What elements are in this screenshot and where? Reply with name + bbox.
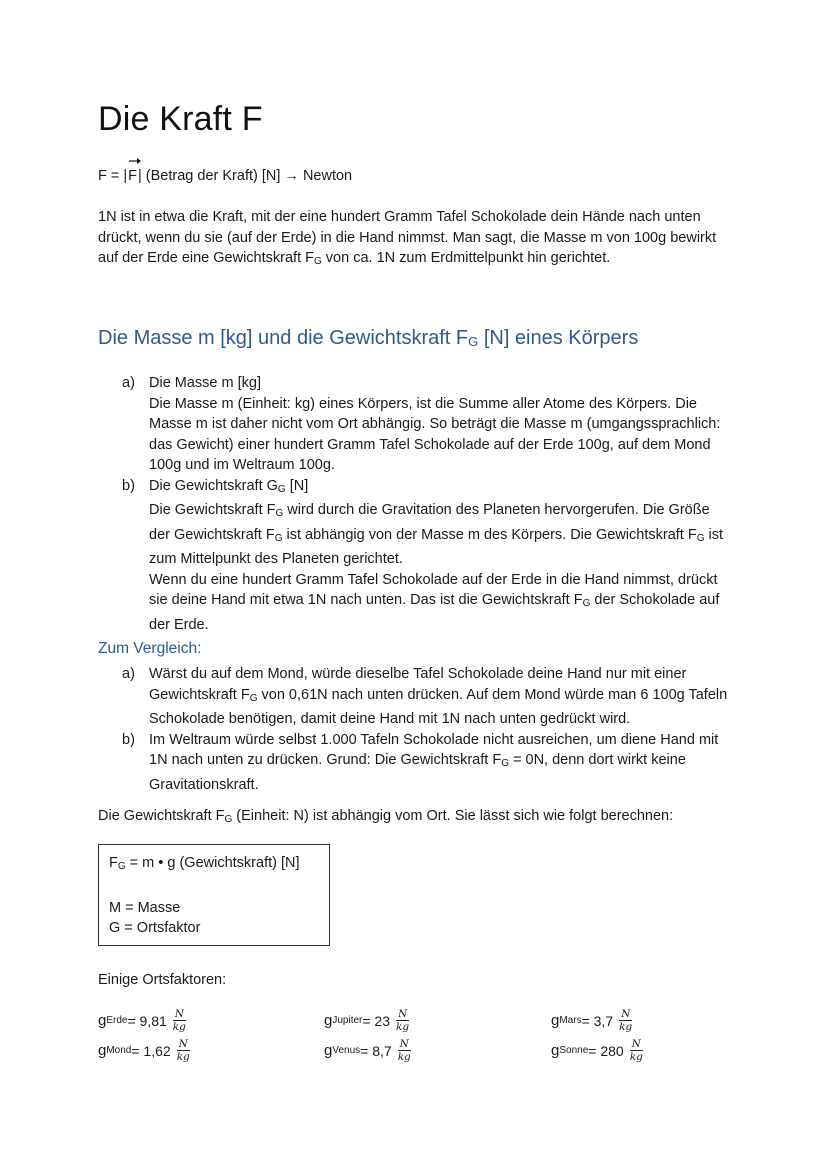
formula-box — [98, 844, 330, 946]
vector-arrow-icon — [129, 158, 141, 164]
text-subscript: G — [582, 598, 591, 609]
text-subscript: G — [249, 692, 258, 704]
title-part: [N] — [285, 477, 309, 494]
list-label: a) — [122, 666, 135, 682]
formula-part: F — [109, 855, 118, 871]
list-item-text — [149, 500, 729, 570]
unit-denominator: kg — [172, 1021, 186, 1033]
text-subscript: G — [501, 758, 509, 769]
text-part: Wenn du eine hundert Gramm Tafel Schokolade auf der Erde in die Hand nimmst, drückt sie deine Hand mit etwa 1N nach unten. Das ist die Gewichtskraft F — [149, 571, 718, 608]
formula-line — [109, 853, 319, 878]
dependency-sentence — [98, 806, 673, 831]
compare-heading: Zum Vergleich: — [98, 640, 202, 657]
ortsfaktor-value: = 23 — [362, 1012, 390, 1029]
text-part: Wärst du auf dem Mond, würde dieselbe Tafel Schokolade deine Hand nur mit einer Gewichtskraft F — [149, 666, 687, 703]
ortsfaktor-item: g Sonne = 280 $\frac{N}{kg}$ — [551, 1038, 643, 1063]
unit-fraction — [394, 1008, 411, 1033]
ortsfaktor-location: Venus — [332, 1045, 361, 1056]
unit-numerator: N — [178, 1038, 188, 1050]
unit-numerator: N — [631, 1038, 641, 1050]
ortsfaktor-location: Sonne — [559, 1045, 589, 1056]
ortsfaktoren-grid — [98, 1006, 718, 1076]
section-heading — [98, 327, 638, 350]
intro-subscript: G — [314, 256, 322, 267]
unit-denominator: kg — [629, 1051, 643, 1063]
list-item — [122, 664, 729, 730]
text-subscript: G — [224, 814, 233, 825]
ortsfaktor-location: Erde — [106, 1015, 128, 1026]
intro-text-b: von ca. 1N zum Erdmittelpunkt hin gerichtet. — [321, 250, 611, 266]
unit-numerator: N — [397, 1008, 408, 1020]
ortsfaktor-value: = 8,7 — [360, 1042, 392, 1059]
page-title: Die Kraft F — [98, 100, 263, 138]
ortsfaktor-value: = 9,81 — [127, 1012, 167, 1029]
ortsfaktor-item: g Erde = 9,81 $\frac{N}{kg}$ — [98, 1008, 186, 1033]
ortsfaktor-location: Mond — [106, 1045, 132, 1056]
list-label: b) — [122, 731, 135, 748]
unit-denominator: kg — [619, 1021, 633, 1033]
formula-factor-legend: G = Ortsfaktor — [109, 920, 201, 936]
formula-subscript: G — [117, 861, 126, 872]
text-subscript: G — [274, 532, 283, 544]
ortsfaktor-location: Jupiter — [332, 1015, 363, 1026]
list-item-title: Die Masse m [kg] — [149, 375, 261, 391]
unit-fraction — [171, 1008, 188, 1033]
text-part: Die Gewichtskraft F — [149, 502, 276, 518]
title-part: Die Gewichtskraft G — [149, 477, 278, 494]
text-part: von 0,61N nach unten drücken. Auf dem Mond würde man 6 100g Tafeln Schokolade benötigen, damit deine Hand mit 1N nach unten gedrückt wird. — [149, 686, 728, 727]
unit-denominator: kg — [396, 1021, 410, 1033]
text-part: wird durch die Gravitation des Planeten hervorgerufen. Die Größe der Gewichtskraft F — [149, 502, 710, 543]
ortsfaktor-value: = 1,62 — [131, 1042, 171, 1059]
vector-letter: F — [128, 168, 138, 184]
ortsfaktor-item: g Jupiter = 23 $\frac{N}{kg}$ — [324, 1008, 410, 1033]
list-item-text: Die Masse m (Einheit: kg) eines Körpers, ist die Summe aller Atome des Körpers. Die Masse m ist daher nicht vom Ort abhängig. So beträgt die Masse m (umgangssprachlich: das Gewicht) einer hundert Gramm Tafel Schokolade auf der Erde 100g, auf dem Mond 100g und im Weltraum 100g. — [149, 395, 721, 473]
definition-prefix: F = | — [98, 168, 128, 184]
force-definition — [98, 166, 352, 187]
title-subscript: G — [277, 483, 286, 495]
text-subscript: G — [696, 532, 705, 544]
unit-fraction — [628, 1038, 645, 1063]
mass-weight-list — [122, 373, 729, 635]
text-part: ist zum Mittelpunkt des Planeten gerichtet. — [149, 526, 724, 567]
comparison-list — [122, 664, 729, 795]
intro-text-a: 1N ist in etwa die Kraft, mit der eine hundert Gramm Tafel Schokolade dein Hände nach unten drückt, wenn du sie (auf der Erde) in die Hand nimmst. Man sagt, die Masse m von 100g bewirkt auf der Erde eine Gewichtskraft F — [98, 209, 717, 266]
force-vector-symbol — [127, 166, 138, 187]
list-label: a) — [122, 375, 135, 391]
heading-text-b: [N] eines Körpers — [478, 327, 639, 349]
ortsfaktor-item: g Mond = 1,62 $\frac{N}{kg}$ — [98, 1038, 190, 1063]
list-item — [122, 730, 729, 796]
text-part: Im Weltraum würde selbst 1.000 Tafeln Schokolade nicht ausreichen, um diene Hand mit 1N nach unten zu drücken. Grund: Die Gewichtskraft F — [149, 731, 719, 768]
formula-mass-legend: M = Masse — [109, 899, 181, 916]
ortsfaktor-item: g Venus = 8,7 $\frac{N}{kg}$ — [324, 1038, 411, 1063]
text-part: = 0N, denn dort wirkt keine Gravitationskraft. — [149, 752, 686, 793]
unit-numerator: N — [174, 1008, 184, 1020]
heading-subscript: G — [468, 334, 479, 349]
text-part: ist abhängig von der Masse m des Körpers. Die Gewichtskraft F — [282, 526, 697, 543]
ortsfaktoren-title: Einige Ortsfaktoren: — [98, 972, 227, 988]
list-item-title — [149, 476, 729, 501]
ortsfaktor-item: g Mars = 3,7 $\frac{N}{kg}$ — [551, 1008, 633, 1033]
unit-fraction — [396, 1038, 413, 1063]
text-subscript: G — [275, 508, 284, 519]
list-item-text — [149, 570, 729, 636]
list-label: b) — [122, 477, 135, 494]
list-item-text — [149, 664, 729, 730]
text-part: (Einheit: N) ist abhängig vom Ort. Sie lässt sich wie folgt berechnen: — [232, 808, 674, 824]
text-part: Die Gewichtskraft F — [98, 808, 225, 824]
unit-denominator: kg — [397, 1051, 411, 1063]
definition-suffix: | (Betrag der Kraft) [N] → Newton — [138, 168, 353, 184]
list-item-text — [149, 730, 729, 796]
heading-text-a: Die Masse m [kg] und die Gewichtskraft F — [98, 327, 469, 349]
unit-denominator: kg — [176, 1051, 190, 1063]
unit-fraction — [175, 1038, 192, 1063]
ortsfaktor-location: Mars — [559, 1015, 582, 1026]
unit-fraction — [617, 1008, 634, 1033]
intro-paragraph — [98, 207, 718, 273]
formula-part: = m • g (Gewichtskraft) [N] — [125, 855, 300, 871]
list-item — [122, 373, 729, 476]
ortsfaktor-value: = 280 — [588, 1042, 624, 1059]
unit-numerator: N — [399, 1038, 409, 1050]
list-item — [122, 476, 729, 636]
text-part: der Schokolade auf der Erde. — [149, 592, 720, 633]
ortsfaktor-value: = 3,7 — [581, 1012, 614, 1029]
unit-numerator: N — [621, 1008, 631, 1020]
